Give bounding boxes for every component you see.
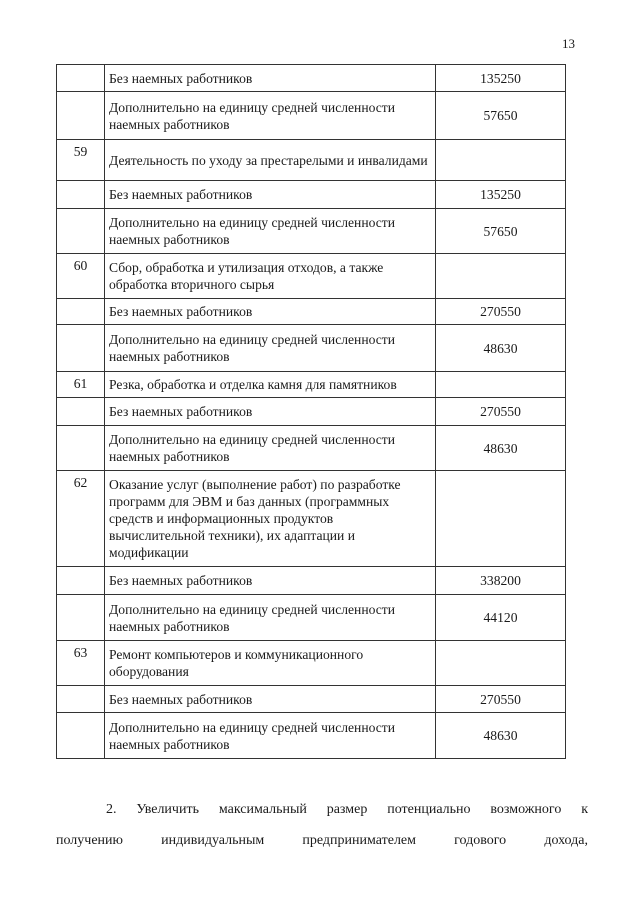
row-name: Дополнительно на единицу средней численности наемных работников	[105, 325, 436, 372]
table-row	[57, 398, 566, 426]
paragraph-line-2: получению индивидуальным предпринимателем годового дохода,	[56, 833, 588, 848]
row-number	[57, 65, 105, 92]
row-name: Дополнительно на единицу средней численности наемных работников	[105, 595, 436, 641]
row-name: Без наемных работников	[105, 181, 436, 209]
row-number: 59	[57, 140, 105, 181]
table-row	[57, 686, 566, 713]
row-value	[436, 254, 566, 299]
table-row	[57, 181, 566, 209]
row-name: Оказание услуг (выполнение работ) по разработке программ для ЭВМ и баз данных (программных средств и информационных продуктов вычислительной техники), их адаптации и модификации	[105, 471, 436, 567]
table-row	[57, 713, 566, 759]
row-number	[57, 299, 105, 325]
table-row	[57, 92, 566, 140]
row-name: Дополнительно на единицу средней численности наемных работников	[105, 426, 436, 471]
row-value: 338200	[436, 567, 566, 595]
row-name: Резка, обработка и отделка камня для памятников	[105, 372, 436, 398]
row-name: Сбор, обработка и утилизация отходов, а также обработка вторичного сырья	[105, 254, 436, 299]
row-value	[436, 471, 566, 567]
row-number	[57, 398, 105, 426]
row-number	[57, 209, 105, 254]
table-row	[57, 299, 566, 325]
table-row	[57, 471, 566, 567]
row-value: 135250	[436, 65, 566, 92]
row-name: Дополнительно на единицу средней численности наемных работников	[105, 209, 436, 254]
row-value	[436, 641, 566, 686]
row-number: 62	[57, 471, 105, 567]
table-row	[57, 641, 566, 686]
table-row	[57, 372, 566, 398]
row-number	[57, 181, 105, 209]
table-row	[57, 140, 566, 181]
table-row	[57, 567, 566, 595]
row-number	[57, 426, 105, 471]
income-table	[56, 64, 566, 759]
row-value: 57650	[436, 209, 566, 254]
row-name: Без наемных работников	[105, 567, 436, 595]
row-value: 270550	[436, 398, 566, 426]
table-row	[57, 595, 566, 641]
row-value	[436, 140, 566, 181]
row-value: 44120	[436, 595, 566, 641]
row-number	[57, 713, 105, 759]
row-value	[436, 372, 566, 398]
row-value: 270550	[436, 686, 566, 713]
row-number: 60	[57, 254, 105, 299]
row-name: Дополнительно на единицу средней численности наемных работников	[105, 713, 436, 759]
row-value: 135250	[436, 181, 566, 209]
row-number	[57, 595, 105, 641]
table-row	[57, 65, 566, 92]
row-name: Деятельность по уходу за престарелыми и инвалидами	[105, 140, 436, 181]
table-row	[57, 426, 566, 471]
row-name: Без наемных работников	[105, 686, 436, 713]
row-number: 61	[57, 372, 105, 398]
table-row	[57, 254, 566, 299]
row-value: 270550	[436, 299, 566, 325]
row-name: Ремонт компьютеров и коммуникационного оборудования	[105, 641, 436, 686]
page-number: 13	[562, 36, 575, 51]
table-row	[57, 209, 566, 254]
row-number	[57, 686, 105, 713]
row-number	[57, 567, 105, 595]
paragraph-line-1: 2. Увеличить максимальный размер потенциально возможного к	[106, 802, 588, 817]
row-name: Без наемных работников	[105, 299, 436, 325]
row-value: 48630	[436, 325, 566, 372]
row-name: Дополнительно на единицу средней численности наемных работников	[105, 92, 436, 140]
row-number	[57, 325, 105, 372]
table-row	[57, 325, 566, 372]
row-number: 63	[57, 641, 105, 686]
row-name: Без наемных работников	[105, 65, 436, 92]
row-value: 48630	[436, 713, 566, 759]
row-name: Без наемных работников	[105, 398, 436, 426]
row-number	[57, 92, 105, 140]
row-value: 48630	[436, 426, 566, 471]
row-value: 57650	[436, 92, 566, 140]
